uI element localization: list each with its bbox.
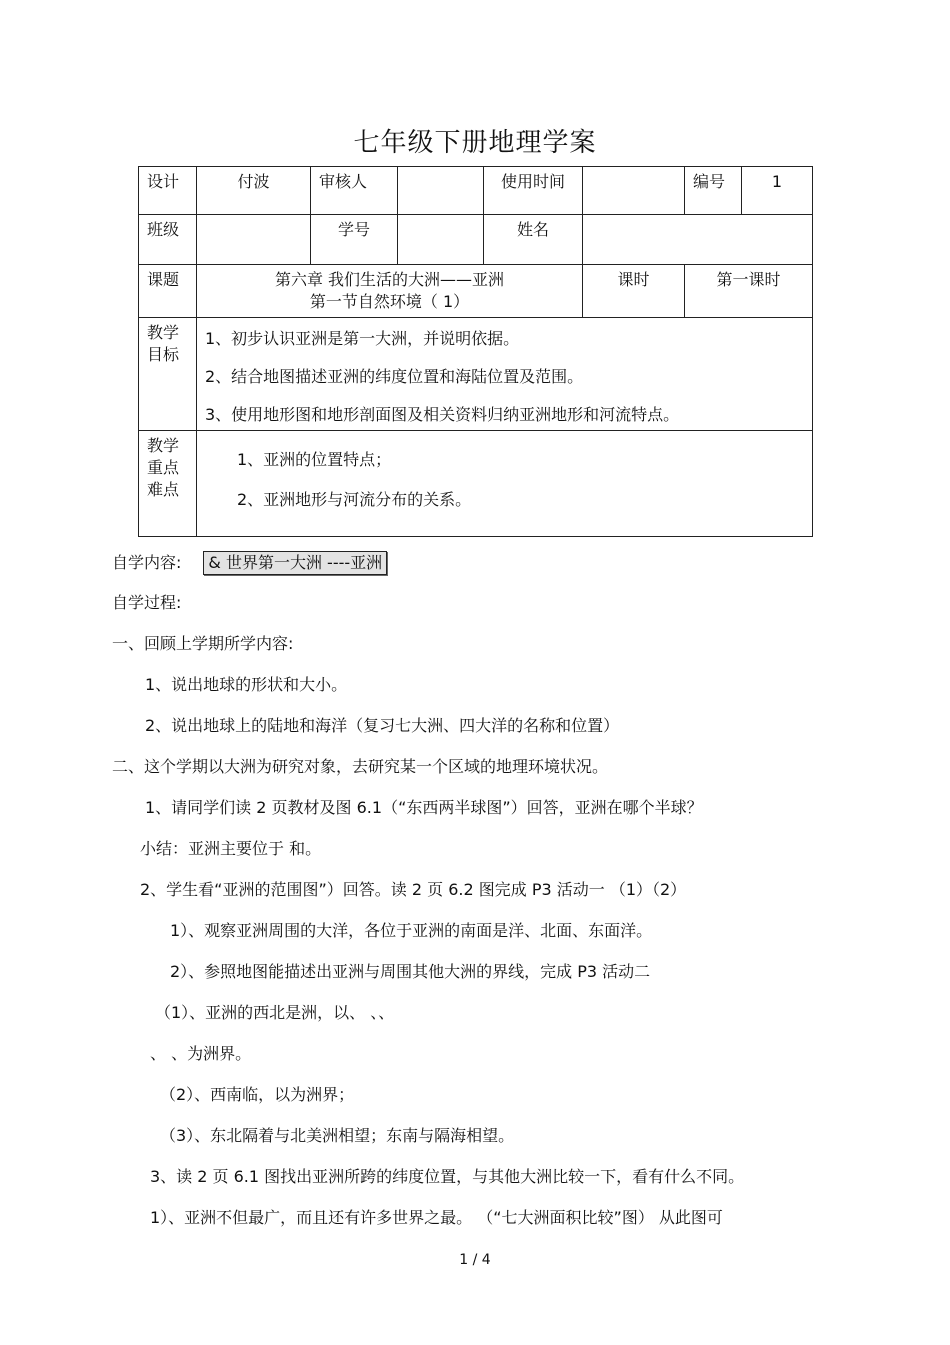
body-line: 2、说出地球上的陆地和海洋（复习七大洲、四大洋的名称和位置） — [145, 716, 620, 735]
goals-label-line: 教学 — [147, 323, 180, 342]
self-study-topic-box: & 世界第一大洲 ----亚洲 — [203, 551, 387, 575]
design-value: 付波 — [197, 167, 311, 215]
class-value — [197, 215, 311, 265]
goals-label-line: 目标 — [147, 345, 180, 364]
goal-item: 3、使用地形图和地形剖面图及相关资料归纳亚洲地形和河流特点。 — [205, 405, 680, 424]
body-line: 二、这个学期以大洲为研究对象，去研究某一个区域的地理环境状况。 — [112, 757, 609, 776]
self-study-content — [112, 551, 387, 575]
key-points-label-line: 难点 — [147, 480, 180, 499]
number-label: 编号 — [685, 167, 742, 215]
body-line: 1）、亚洲不但最广，而且还有许多世界之最。 （“七大洲面积比较”图） 从此图可 — [150, 1208, 723, 1227]
body-line: 1）、观察亚洲周围的大洋，各位于亚洲的南面是洋、北面、东面洋。 — [170, 921, 653, 940]
body-line: 1、请同学们读 2 页教材及图 6.1（“东西两半球图”）回答，亚洲在哪个半球？ — [145, 798, 703, 817]
key-point-item: 1、亚洲的位置特点； — [237, 450, 392, 469]
page-number: 1 / 4 — [459, 1252, 491, 1268]
topic-value — [197, 265, 583, 318]
period-value: 第一课时 — [685, 265, 813, 318]
lesson-info-table — [138, 166, 813, 537]
goal-item: 1、初步认识亚洲是第一大洲，并说明依据。 — [205, 329, 520, 348]
number-value: 1 — [742, 167, 813, 215]
body-line: 、 、为洲界。 — [150, 1044, 252, 1063]
body-line: 2、学生看“亚洲的范围图”）回答。读 2 页 6.2 图完成 P3 活动一 （1）（2） — [140, 880, 687, 899]
goal-item: 2、结合地图描述亚洲的纬度位置和海陆位置及范围。 — [205, 367, 584, 386]
body-line: （2）、西南临，以为洲界； — [160, 1085, 355, 1104]
key-points-label-line: 教学 — [147, 436, 180, 455]
name-label: 姓名 — [484, 215, 583, 265]
design-label: 设计 — [139, 167, 197, 215]
review-value — [398, 167, 484, 215]
body-line: 3、读 2 页 6.1 图找出亚洲所跨的纬度位置，与其他大洲比较一下，看有什么不同。 — [150, 1167, 745, 1186]
body-line: 1、说出地球的形状和大小。 — [145, 675, 348, 694]
student-id-label: 学号 — [311, 215, 398, 265]
body-line: 自学过程: — [112, 593, 182, 612]
class-label: 班级 — [139, 215, 197, 265]
time-label: 使用时间 — [484, 167, 583, 215]
goals-label — [139, 318, 197, 431]
period-label: 课时 — [583, 265, 685, 318]
key-points-label-line: 重点 — [147, 458, 180, 477]
review-label: 审核人 — [311, 167, 398, 215]
key-points-label — [139, 431, 197, 537]
time-value — [583, 167, 685, 215]
body-line: 2）、参照地图能描述出亚洲与周围其他大洲的界线，完成 P3 活动二 — [170, 962, 651, 981]
topic-label: 课题 — [139, 265, 197, 318]
page-title: 七年级下册地理学案 — [353, 128, 597, 158]
key-point-item: 2、亚洲地形与河流分布的关系。 — [237, 490, 472, 509]
name-value — [583, 215, 813, 265]
self-study-label: 自学内容: — [112, 553, 182, 572]
body-line: 小结：亚洲主要位于 和。 — [140, 839, 322, 858]
topic-line-2: 第一节自然环境（ 1） — [309, 292, 470, 311]
key-points-content — [197, 431, 813, 537]
student-id-value — [398, 215, 484, 265]
body-line: （1）、亚洲的西北是洲，以、 、、 — [155, 1003, 395, 1022]
body-line: （3）、东北隔着与北美洲相望；东南与隔海相望。 — [160, 1126, 515, 1145]
topic-line-1: 第六章 我们生活的大洲——亚洲 — [274, 270, 505, 289]
goals-content — [197, 318, 813, 431]
body-line: 一、回顾上学期所学内容: — [112, 634, 294, 653]
